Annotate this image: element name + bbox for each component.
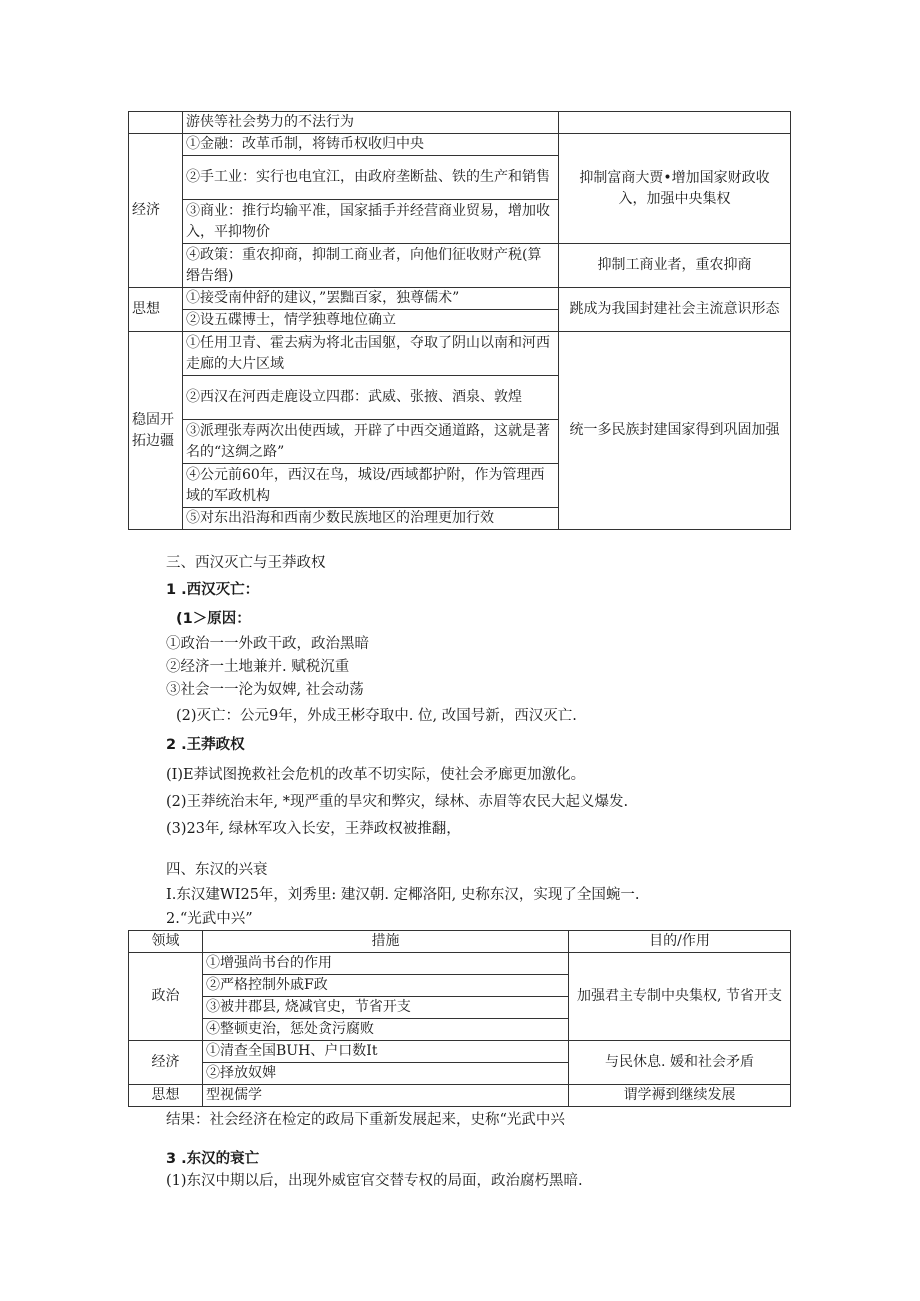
table-cell-purpose: 加强君主专制中央集权, 节省开支 bbox=[569, 953, 791, 1041]
table-row bbox=[129, 1041, 791, 1063]
paragraph: (2)王莽统治末年, *现严重的旱灾和弊灾，绿林、赤眉等农民大起义爆发. bbox=[166, 794, 629, 810]
paragraph: 结果：社会经济在检定的政局下重新发展起来，史称“光武中兴 bbox=[166, 1112, 565, 1128]
paragraph: (1)东汉中期以后，出现外威宦官交替专权的局面，政治腐朽黑暗. bbox=[166, 1173, 583, 1189]
paragraph: I.东汉建WI25年，刘秀里: 建汉朝. 定椰洛阳, 史称东汉，实现了全国蜿一. bbox=[166, 887, 640, 903]
subheading: 1 .西汉灭亡： bbox=[166, 582, 260, 598]
table-cell-measure: 游侠等社会势力的不法行为 bbox=[183, 112, 559, 134]
table-cell-measure: ①清查全国BUH、户口数It bbox=[203, 1041, 569, 1063]
table-cell-measure: ④整顿吏治，惩处贪污腐败 bbox=[203, 1019, 569, 1041]
table-header-cell: 措施 bbox=[203, 931, 569, 953]
table-cell-category: 思想 bbox=[129, 288, 183, 332]
table-row bbox=[129, 288, 791, 310]
table-cell-purpose: 抑制富商大贾•增加国家财政收入，加强中央集权 bbox=[559, 134, 791, 244]
table-row bbox=[129, 134, 791, 156]
section-heading: 四、东汉的兴衰 bbox=[166, 862, 268, 878]
subheading: 2 .王莽政权 bbox=[166, 737, 245, 753]
table-cell-purpose: 与民休息. 媛和社会矛盾 bbox=[569, 1041, 791, 1085]
table-cell-category: 政治 bbox=[129, 953, 203, 1041]
list-item: ②经济一土地兼并. 赋税沉重 bbox=[166, 659, 350, 675]
table-cell-category: 思想 bbox=[129, 1085, 203, 1107]
subheading: 3 .东汉的衰亡 bbox=[166, 1151, 260, 1167]
paragraph: (2)灭亡：公元9年，外成王彬夺取中. 位, 改国号新，西汉灭亡. bbox=[176, 708, 577, 724]
table-cell-measure: ②手工业：实行也电宜江，由政府垄断盐、铁的生产和销售 bbox=[183, 156, 559, 200]
table-cell-category bbox=[129, 112, 183, 134]
table-cell-category: 稳固开拓边疆 bbox=[129, 332, 183, 530]
list-item: ①政治一一外政干政，政治黑暗 bbox=[166, 636, 369, 652]
table-header-cell: 领域 bbox=[129, 931, 203, 953]
table-cell-measure: ④政策：重农抑商，抑制工商业者，向他们征收财产税(算缗告缗) bbox=[183, 244, 559, 288]
table-cell-measure: ③派理张寿两次出使西域，开辟了中西交通道路，这就是著名的“这绸之路” bbox=[183, 420, 559, 464]
table-header-row bbox=[129, 931, 791, 953]
table-row bbox=[129, 112, 791, 134]
guangwu-table bbox=[128, 930, 791, 1107]
table-cell-purpose: 抑制工商业者，重农抑商 bbox=[559, 244, 791, 288]
table-cell-measure: ①接受南仲舒的建议，”罢黜百家，独尊儒术” bbox=[183, 288, 559, 310]
table-row bbox=[129, 244, 791, 288]
table-cell-category: 经济 bbox=[129, 134, 183, 288]
table-cell-purpose: 统一多民族封建国家得到巩固加强 bbox=[559, 332, 791, 530]
table-cell-category: 经济 bbox=[129, 1041, 203, 1085]
paragraph: (I)E莽试图挽救社会危机的改革不切实际，使社会矛廊更加激化。 bbox=[166, 767, 586, 783]
table-cell-measure: ⑤对东出沿海和西南少数民族地区的治理更加行效 bbox=[183, 508, 559, 530]
policy-table bbox=[128, 111, 791, 530]
table-cell-purpose: 跳成为我国封建社会主流意识形态 bbox=[559, 288, 791, 332]
table-cell-measure: ②择放奴婢 bbox=[203, 1063, 569, 1085]
table-cell-measure: ③被井郡县, 烧减官史，节省开支 bbox=[203, 997, 569, 1019]
table-cell-purpose bbox=[559, 112, 791, 134]
section-heading: 三、西汉灭亡与王莽政权 bbox=[166, 555, 326, 571]
table-row bbox=[129, 332, 791, 376]
table-cell-measure: ①任用卫青、霍去病为将北击国躯，夺取了阴山以南和河西走廊的大片区域 bbox=[183, 332, 559, 376]
table-cell-purpose: 谓学褥到继续发展 bbox=[569, 1085, 791, 1107]
table-cell-measure: ②严格控制外戚F政 bbox=[203, 975, 569, 997]
subheading: (1＞原因： bbox=[176, 611, 251, 627]
subheading: 2.“光武中兴” bbox=[166, 911, 253, 927]
table-cell-measure: ①金融：改革币制，将铸币权收归中央 bbox=[183, 134, 559, 156]
table-cell-measure: ③商业：推行均输平准，国家插手并经营商业贸易，增加收入，平抑物价 bbox=[183, 200, 559, 244]
table-cell-measure: ④公元前60年，西汉在鸟，城设/西域都护附，作为管理西域的军政机构 bbox=[183, 464, 559, 508]
list-item: ③社会一一沦为奴婢, 社会动荡 bbox=[166, 682, 364, 698]
table-cell-measure: 型视儒学 bbox=[203, 1085, 569, 1107]
table-cell-measure: ①增强尚书台的作用 bbox=[203, 953, 569, 975]
table-cell-measure: ②设五碟博士，情学独尊地位确立 bbox=[183, 310, 559, 332]
table-header-cell: 目的/作用 bbox=[569, 931, 791, 953]
paragraph: (3)23年, 绿林军攻入长安，王莽政权被推翻， bbox=[166, 821, 461, 837]
table-row bbox=[129, 953, 791, 975]
table-cell-measure: ②西汉在河西走鹿设立四郡：武威、张掖、酒泉、敦煌 bbox=[183, 376, 559, 420]
table-row bbox=[129, 1085, 791, 1107]
